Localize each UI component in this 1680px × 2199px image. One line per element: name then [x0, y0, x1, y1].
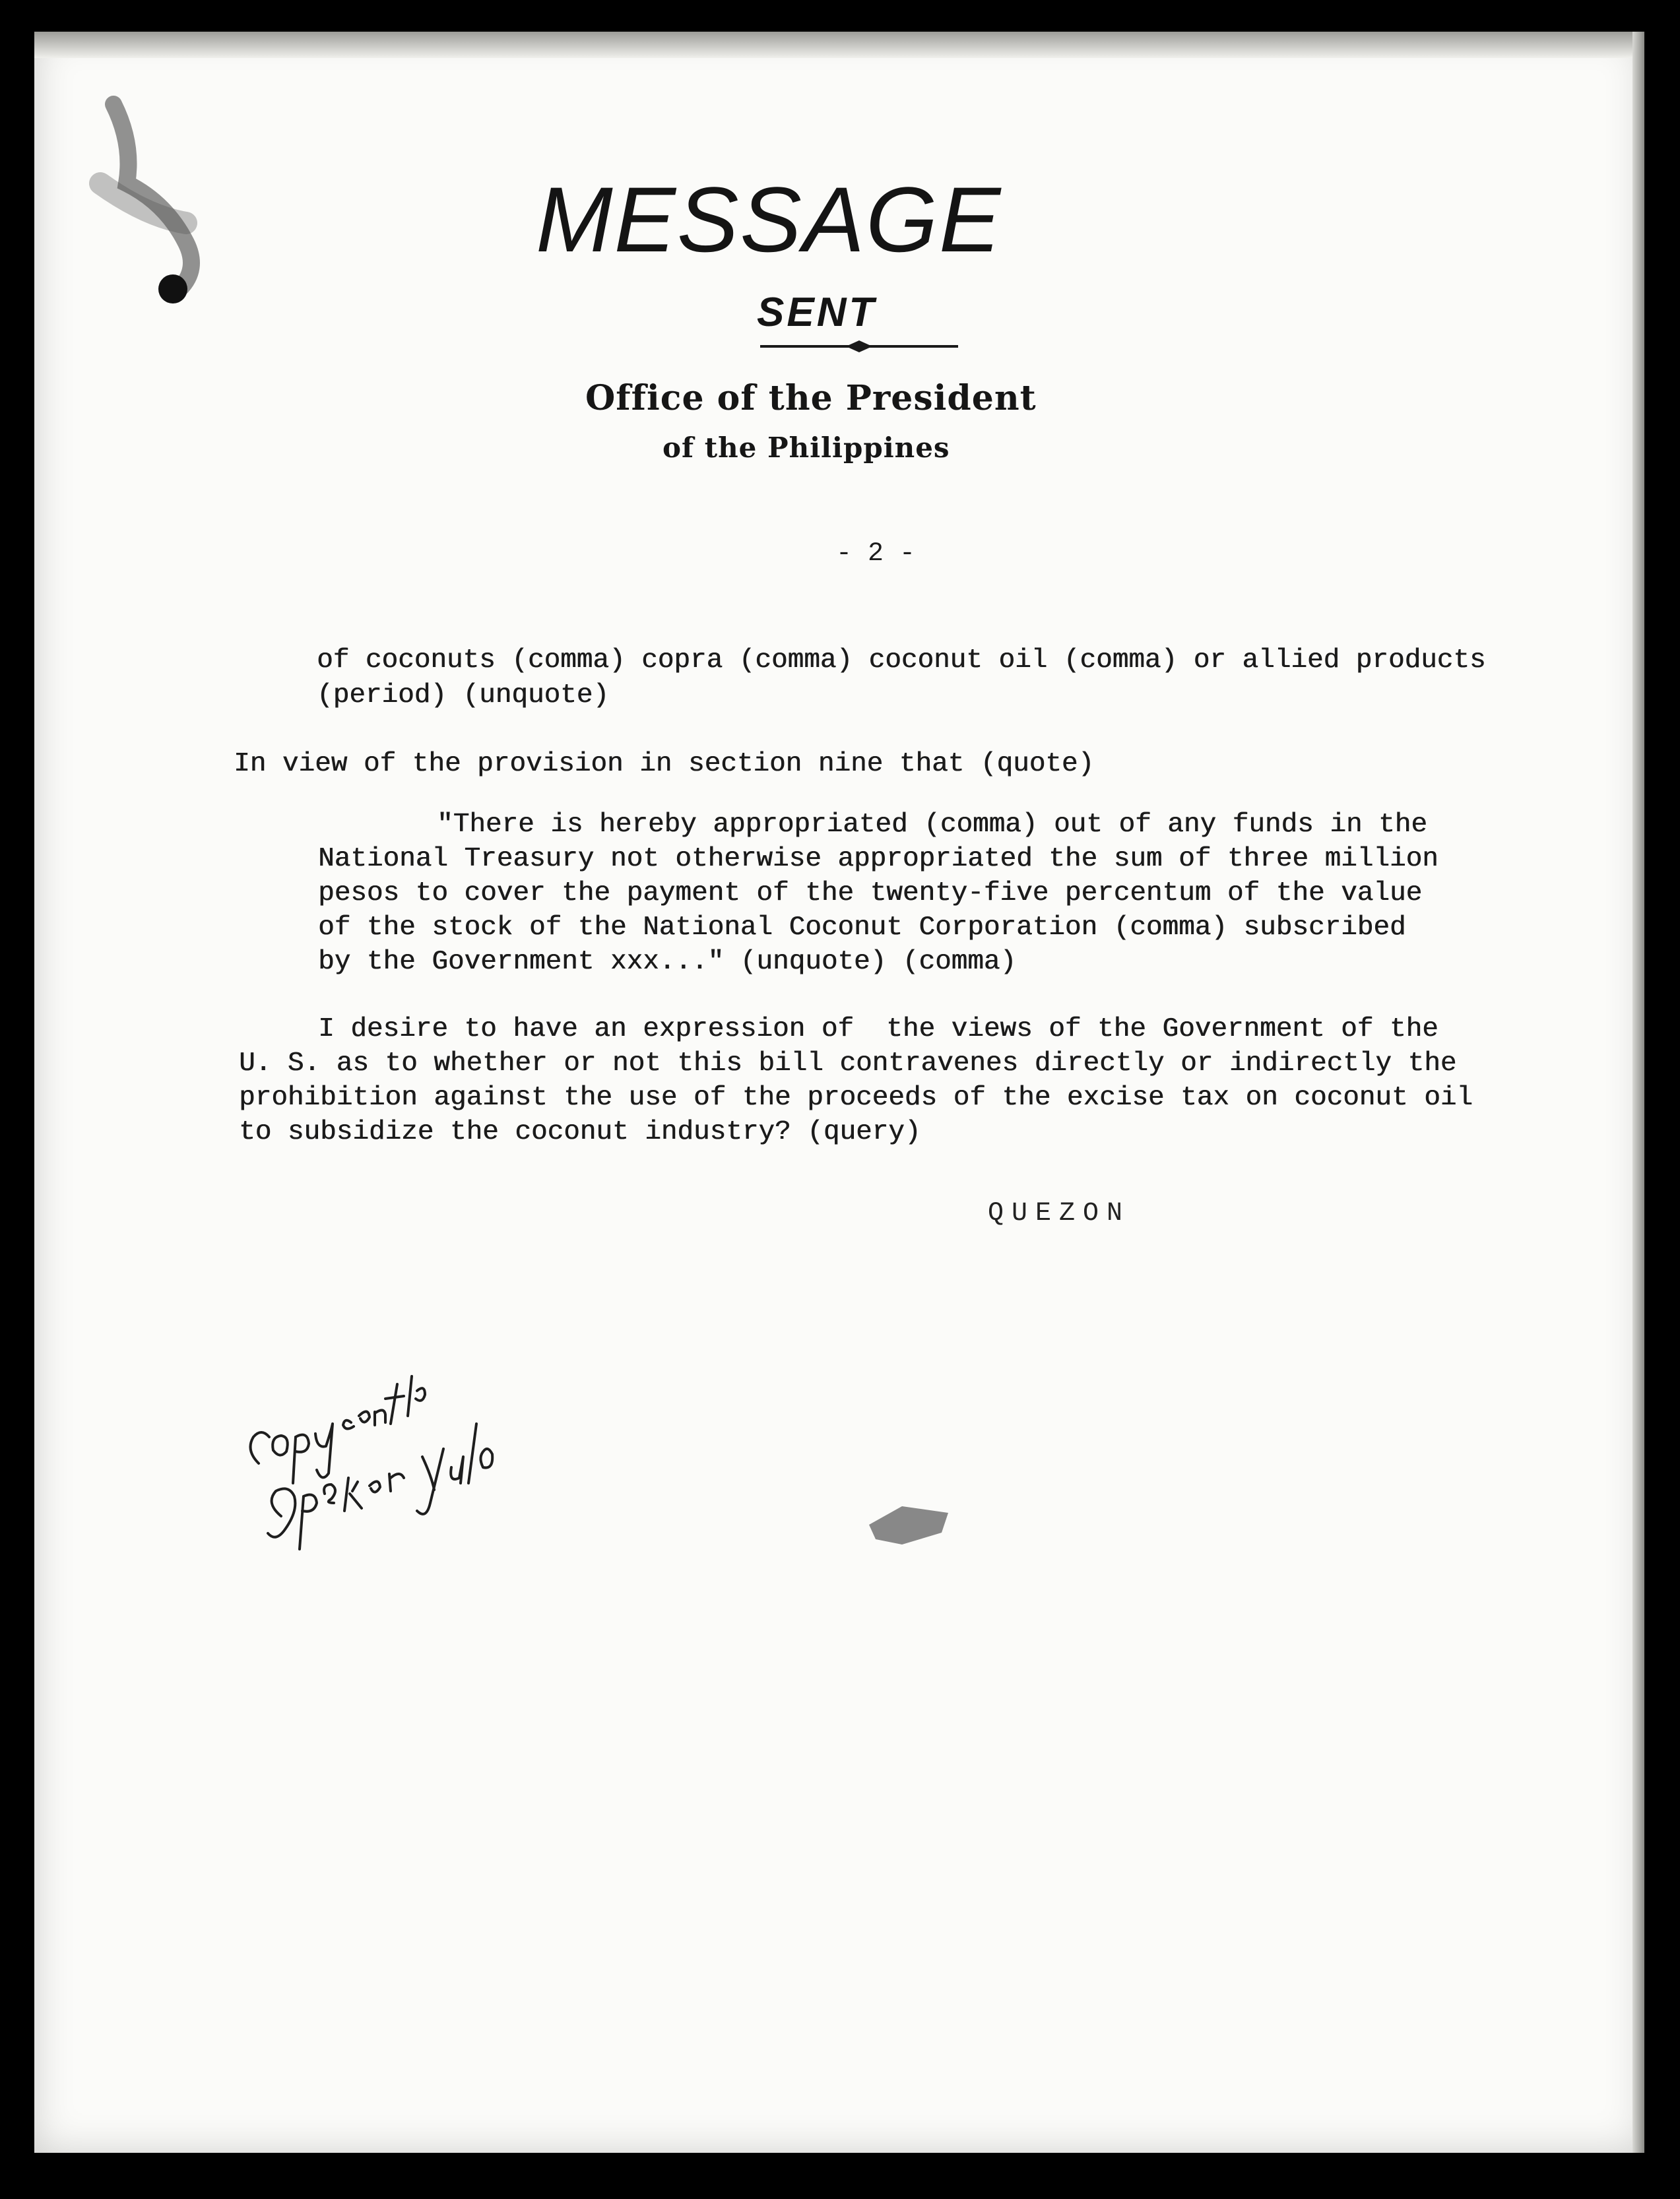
paper-right-edge — [1632, 32, 1644, 2153]
masthead-subtitle: SENT — [757, 290, 877, 335]
ink-smudge-mark — [87, 91, 259, 309]
body-line: U. S. as to whether or not this bill contravenes directly or indirectly the — [239, 1048, 1457, 1079]
paper-top-edge — [34, 32, 1644, 58]
body-line: to subsidize the coconut industry? (query) — [239, 1117, 921, 1147]
ink-blot-mark — [862, 1493, 955, 1552]
body-line: of coconuts (comma) copra (comma) coconut oil (comma) or allied products — [317, 645, 1486, 676]
page-number: - 2 - — [836, 539, 916, 569]
quote-line: National Treasury not otherwise appropriated the sum of three million — [318, 844, 1438, 874]
signature: QUEZON — [988, 1199, 1131, 1228]
quote-line: "There is hereby appropriated (comma) out of any funds in the — [437, 810, 1427, 840]
body-line: (period) (unquote) — [317, 680, 609, 711]
masthead-title: MESSAGE — [536, 168, 1002, 271]
body-line: I desire to have an expression of the views of the Government of the — [318, 1014, 1438, 1044]
office-heading: Office of the President — [585, 378, 1037, 418]
handwritten-note — [239, 1338, 542, 1562]
quote-line: pesos to cover the payment of the twenty-five percentum of the value — [318, 878, 1423, 908]
divider-ornament — [760, 336, 958, 356]
body-line: In view of the provision in section nine that (quote) — [234, 749, 1095, 779]
quote-line: of the stock of the National Coconut Corporation (comma) subscribed — [318, 912, 1406, 943]
body-line: prohibition against the use of the proceeds of the excise tax on coconut oil — [239, 1083, 1473, 1113]
quote-line: by the Government xxx..." (unquote) (comma) — [318, 947, 1016, 977]
document-page — [34, 32, 1644, 2153]
office-subheading: of the Philippines — [662, 431, 950, 464]
